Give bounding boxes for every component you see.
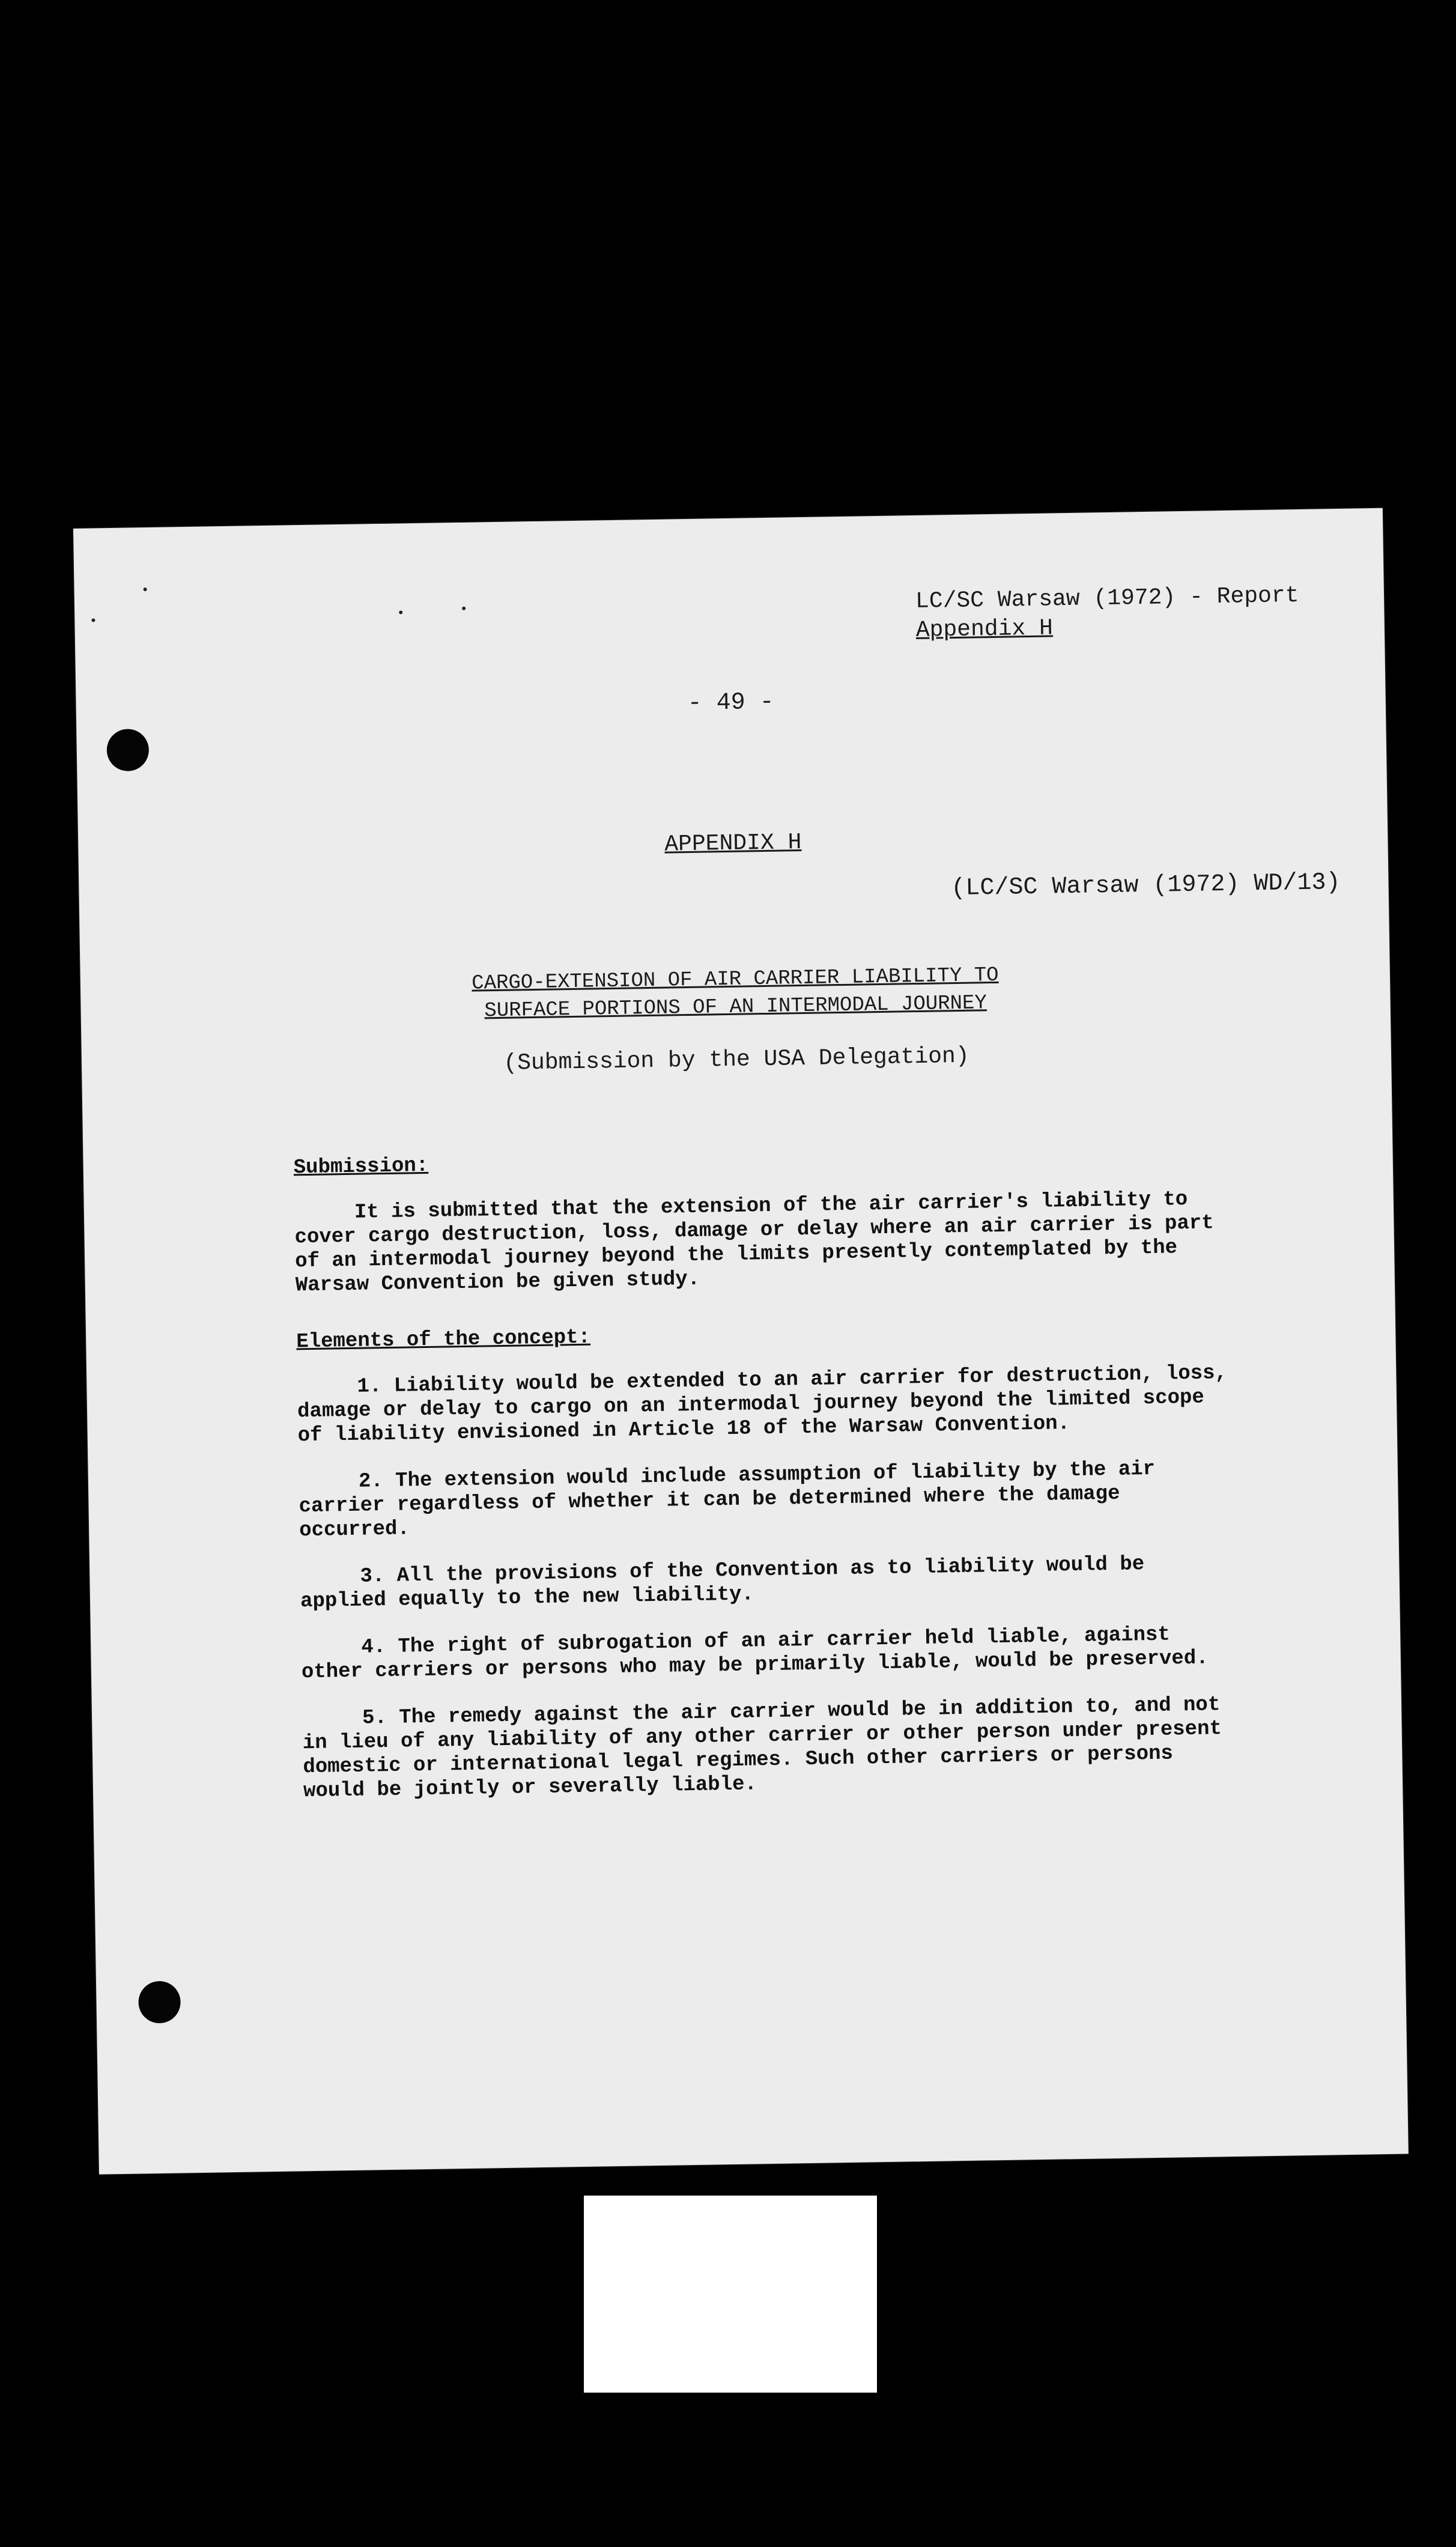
- appendix-title: APPENDIX H: [664, 830, 802, 858]
- list-item: 1. Liability would be extended to an air carrier for destruction, loss, damage or delay to cargo on an intermodal journey beyond the limited scope of liability envisioned in Article 18 of the Warsaw Convention.: [297, 1362, 1228, 1448]
- document-page: [73, 508, 1409, 2175]
- speck: [399, 610, 402, 614]
- report-reference: [915, 581, 1300, 645]
- submission-section: [293, 1141, 1233, 1298]
- speck: [462, 607, 466, 610]
- document-title: [80, 956, 1391, 1031]
- report-reference-line2: Appendix H: [915, 615, 1054, 643]
- list-item: 4. The right of subrogation of an air carrier held liable, against other carriers or persons who may be primarily liable, would be preserved.: [301, 1623, 1209, 1684]
- list-item: 3. All the provisions of the Convention as to liability would be applied equally to the new liability.: [300, 1553, 1145, 1614]
- punch-hole-top: [106, 729, 149, 771]
- page-number: - 49 -: [687, 688, 775, 717]
- submission-text: It is submitted that the extension of the air carrier's liability to cover cargo destruction, loss, damage or delay where an air carrier is part of an intermodal journey beyond the limits presently contemplated by the Warsaw Convention be given study.: [294, 1188, 1214, 1298]
- list-item: 2. The extension would include assumption of liability by the air carrier regardless of whether it can be determined where the damage occurred.: [299, 1457, 1156, 1543]
- blank-target-card: [584, 2196, 877, 2393]
- document-title-line1: CARGO-EXTENSION OF AIR CARRIER LIABILITY TO: [472, 964, 999, 995]
- list-item: 5. The remedy against the air carrier would be in addition to, and not in lieu of any liability of any other carrier or other person under present domestic or international legal regimes. Such other carriers or persons would be jointly or severally liable.: [302, 1693, 1222, 1803]
- document-title-line2: SURFACE PORTIONS OF AN INTERMODAL JOURNEY: [484, 992, 987, 1023]
- elements-section: [296, 1316, 1241, 1826]
- elements-heading: Elements of the concept:: [296, 1326, 591, 1354]
- submitted-by: (Submission by the USA Delegation): [503, 1043, 969, 1076]
- report-reference-line1: LC/SC Warsaw (1972) - Report: [915, 582, 1299, 615]
- punch-hole-bottom: [138, 1981, 181, 2024]
- speck: [144, 587, 147, 591]
- submission-heading: Submission:: [293, 1154, 429, 1180]
- working-document-ref: (LC/SC Warsaw (1972) WD/13): [951, 869, 1341, 903]
- speck: [91, 618, 95, 622]
